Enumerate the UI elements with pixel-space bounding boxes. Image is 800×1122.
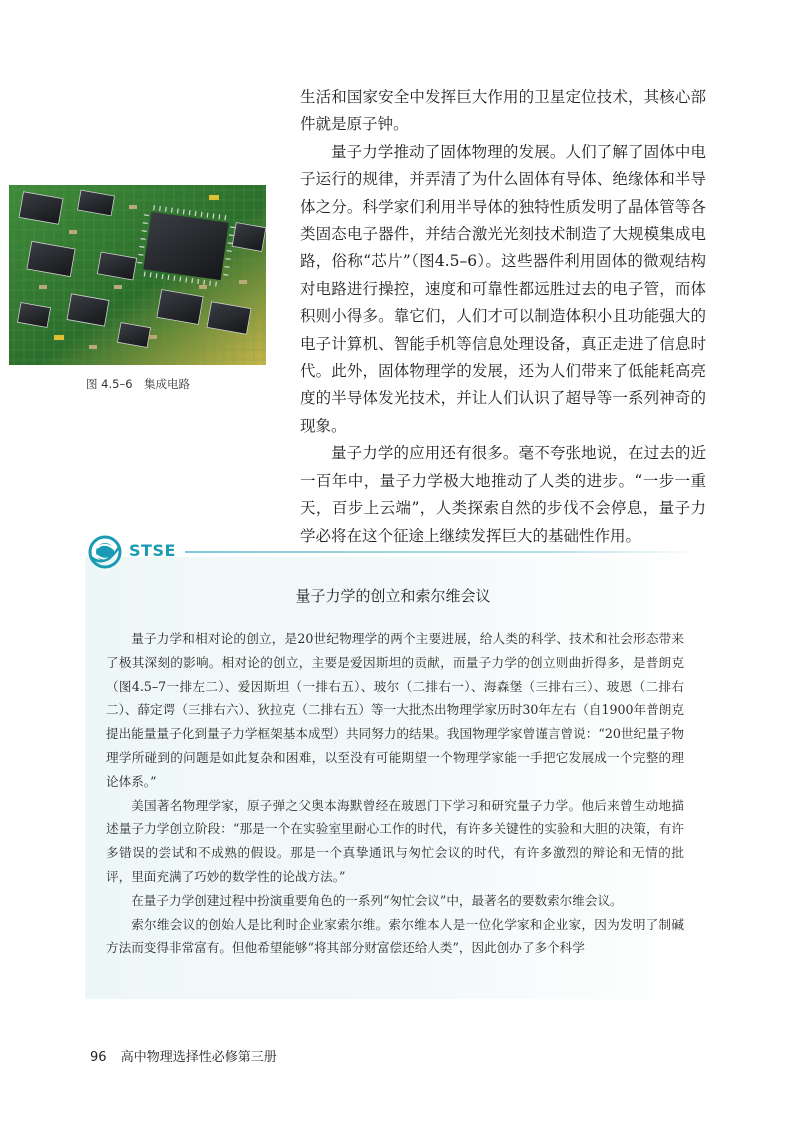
page-footer xyxy=(90,1046,277,1065)
stse-globe-icon xyxy=(88,535,122,569)
stse-label: STSE xyxy=(129,541,176,560)
main-text xyxy=(300,84,706,550)
main-paragraph-3: 量子力学的应用还有很多。毫不夸张地说，在过去的近一百年中，量子力学极大地推动了人类的进步。“一步一重天，百步上云端”，人类探索自然的步伐不会停息，量子力学必将在这个征途上继续发挥巨大的基础性作用。 xyxy=(300,444,706,545)
main-paragraph-1: 生活和国家安全中发挥巨大作用的卫星定位技术，其核心部件就是原子钟。 xyxy=(300,88,706,134)
stse-title: 量子力学的创立和索尔维会议 xyxy=(295,587,491,605)
stse-paragraph-2: 美国著名物理学家，原子弹之父奥本海默曾经在玻恩门下学习和研究量子力学。他后来曾生动地描述量子力学创立阶段：“那是一个在实验室里耐心工作的时代，有许多关键性的实验和大胆的决策，有许多错误的尝试和不成熟的假设。那是一个真挚通讯与匆忙会议的时代，有许多激烈的辩论和无情的批评，里面充满了巧妙的数学性的论战方法。” xyxy=(106,797,684,884)
stse-divider xyxy=(185,551,705,553)
stse-header xyxy=(88,535,708,571)
stse-paragraph-3: 在量子力学创建过程中扮演重要角色的一系列“匆忙会议”中，最著名的要数索尔维会议。 xyxy=(131,892,623,908)
integrated-circuit-photo xyxy=(9,185,266,365)
book-title: 高中物理选择性必修第三册 xyxy=(120,1050,277,1065)
circuit-board-image xyxy=(9,185,266,365)
stse-body xyxy=(106,627,684,960)
stse-paragraph-1: 量子力学和相对论的创立，是20世纪物理学的两个主要进展，给人类的科学、技术和社会形态带来了极其深刻的影响。相对论的创立，主要是爱因斯坦的贡献，而量子力学的创立则曲折得多，是普朗克（图4.5–7一排左二）、爱因斯坦（一排右五）、玻尔（二排右一）、海森堡（三排右三）、玻恩（二排右二）、薛定谔（三排右六）、狄拉克（二排右五）等一大批杰出物理学家历时30年左右（自1900年普朗克提出能量量子化到量子力学框架基本成型）共同努力的结果。我国物理学家曾谨言曾说：“20世纪量子物理学所碰到的问题是如此复杂和困难，以至没有可能期望一个物理学家能一手把它发展成一个完整的理论体系。” xyxy=(106,631,684,789)
main-paragraph-2: 量子力学推动了固体物理的发展。人们了解了固体中电子运行的规律，并弄清了为什么固体有导体、绝缘体和半导体之分。科学家们利用半导体的独特性质发明了晶体管等各类固态电子器件，并结合激光光刻技术制造了大规模集成电路，俗称“芯片”（图4.5–6）。这些器件利用固体的微观结构对电路进行操控，速度和可靠性都远胜过去的电子管，而体积则小得多。靠它们，人们才可以制造体积小且功能强大的电子计算机、智能手机等信息处理设备，真正走进了信息时代。此外，固体物理学的发展，还为人们带来了低能耗高亮度的半导体发光技术，并让人们认识了超导等一系列神奇的现象。 xyxy=(300,142,706,435)
page-number: 96 xyxy=(90,1050,107,1065)
stse-paragraph-4: 索尔维会议的创始人是比利时企业家索尔维。索尔维本人是一位化学家和企业家，因为发明了制碱方法而变得非常富有。但他希望能够“将其部分财富偿还给人类”，因此创办了多个科学 xyxy=(106,916,684,956)
figure-caption: 图 4.5–6 集成电路 xyxy=(86,377,191,391)
